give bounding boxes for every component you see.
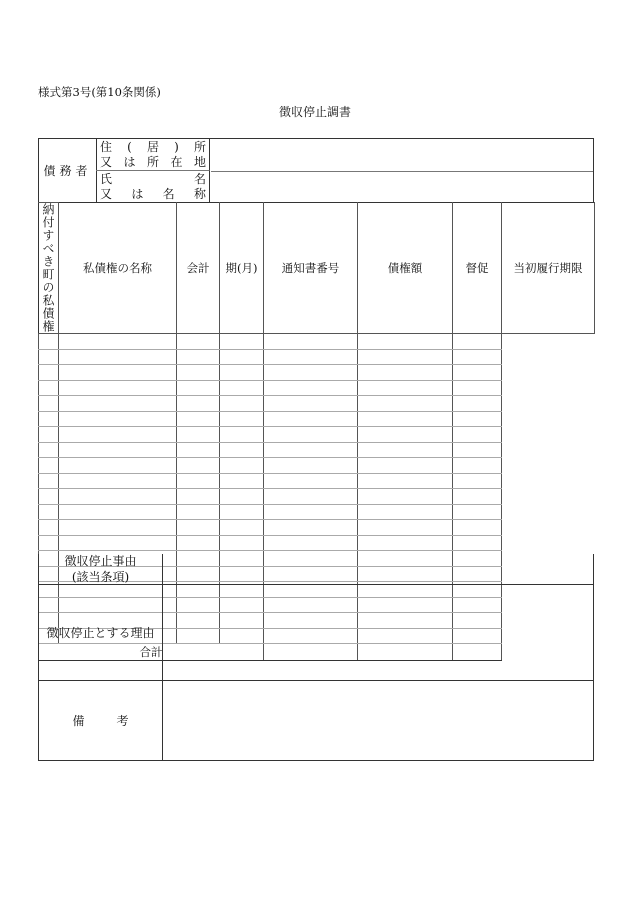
reason-basis-label-line2: (該当条項) — [71, 570, 130, 584]
period-cell[interactable] — [177, 504, 220, 520]
address-field[interactable] — [211, 139, 593, 172]
period-cell[interactable] — [177, 442, 220, 458]
reminder-cell[interactable] — [358, 442, 453, 458]
claim-name-cell[interactable] — [39, 458, 59, 474]
reminder-cell[interactable] — [358, 334, 453, 350]
name-label-char: 名 — [193, 172, 206, 186]
col-header-reminder: 督促 — [453, 203, 502, 334]
period-cell[interactable] — [177, 458, 220, 474]
original-due-date-cell[interactable] — [453, 349, 502, 365]
claims-row — [39, 380, 595, 396]
claims-row — [39, 365, 595, 381]
account-cell[interactable] — [59, 365, 177, 381]
reason-field[interactable] — [163, 585, 593, 680]
reminder-cell[interactable] — [358, 365, 453, 381]
claims-row — [39, 396, 595, 412]
notice-number-cell[interactable] — [220, 520, 264, 536]
claims-row — [39, 520, 595, 536]
remarks-field[interactable] — [163, 681, 593, 760]
account-cell[interactable] — [59, 396, 177, 412]
reminder-cell[interactable] — [358, 411, 453, 427]
address-label-char: は — [123, 155, 136, 169]
claim-amount-cell[interactable] — [264, 489, 358, 505]
claims-side-label-cell — [39, 203, 59, 334]
original-due-date-cell[interactable] — [453, 442, 502, 458]
address-label-char: 又 — [100, 155, 113, 169]
address-label-char: 所 — [193, 140, 206, 154]
original-due-date-cell[interactable] — [453, 380, 502, 396]
claims-row — [39, 411, 595, 427]
notice-number-cell[interactable] — [220, 458, 264, 474]
claims-row — [39, 427, 595, 443]
claim-amount-cell[interactable] — [264, 535, 358, 551]
form-number: 様式第3号(第10条関係) — [38, 85, 161, 99]
claims-row — [39, 334, 595, 350]
original-due-date-cell[interactable] — [453, 535, 502, 551]
claim-amount-cell[interactable] — [264, 427, 358, 443]
account-cell[interactable] — [59, 442, 177, 458]
period-cell[interactable] — [177, 473, 220, 489]
name-label-char: 又 — [100, 187, 113, 201]
col-header-original-due-date: 当初履行期限 — [502, 203, 595, 334]
claim-name-cell[interactable] — [39, 473, 59, 489]
claims-header-row — [39, 203, 595, 334]
claim-amount-cell[interactable] — [264, 334, 358, 350]
reminder-cell[interactable] — [358, 396, 453, 412]
claim-amount-cell[interactable] — [264, 411, 358, 427]
original-due-date-cell[interactable] — [453, 458, 502, 474]
name-field[interactable] — [211, 171, 593, 202]
address-label-char: ( — [127, 140, 132, 154]
account-cell[interactable] — [59, 427, 177, 443]
claim-name-cell[interactable] — [39, 380, 59, 396]
address-label-line1 — [96, 140, 209, 155]
claims-row — [39, 442, 595, 458]
col-header-claim-amount: 債権額 — [358, 203, 453, 334]
address-label-char: 住 — [100, 140, 113, 154]
period-cell[interactable] — [177, 520, 220, 536]
col-header-period: 期(月) — [220, 203, 264, 334]
total-label: 合計 — [39, 644, 264, 661]
notice-number-cell[interactable] — [220, 365, 264, 381]
col-header-notice-number: 通知書番号 — [264, 203, 358, 334]
period-cell[interactable] — [177, 411, 220, 427]
original-due-date-cell[interactable] — [453, 489, 502, 505]
claim-name-cell[interactable] — [39, 365, 59, 381]
claims-row — [39, 349, 595, 365]
col-header-account: 会計 — [177, 203, 220, 334]
notice-number-cell[interactable] — [220, 535, 264, 551]
claims-row — [39, 504, 595, 520]
original-due-date-cell[interactable] — [453, 365, 502, 381]
account-cell[interactable] — [59, 504, 177, 520]
reminder-cell[interactable] — [358, 504, 453, 520]
period-cell[interactable] — [177, 365, 220, 381]
account-cell[interactable] — [59, 380, 177, 396]
address-label-line2 — [96, 155, 209, 170]
account-cell[interactable] — [59, 349, 177, 365]
notice-number-cell[interactable] — [220, 427, 264, 443]
original-due-date-cell[interactable] — [453, 520, 502, 536]
address-label-char: 在 — [170, 155, 183, 169]
period-cell[interactable] — [177, 535, 220, 551]
reminder-cell[interactable] — [358, 349, 453, 365]
address-label-char: ) — [174, 140, 179, 154]
claims-row — [39, 473, 595, 489]
notice-number-cell[interactable] — [220, 396, 264, 412]
account-cell[interactable] — [59, 458, 177, 474]
claim-amount-cell[interactable] — [264, 473, 358, 489]
claim-name-cell[interactable] — [39, 349, 59, 365]
original-due-date-cell[interactable] — [453, 334, 502, 350]
account-cell[interactable] — [59, 473, 177, 489]
reason-basis-label — [39, 554, 163, 584]
period-cell[interactable] — [177, 396, 220, 412]
claim-amount-cell[interactable] — [264, 349, 358, 365]
claims-row — [39, 535, 595, 551]
original-due-date-cell[interactable] — [453, 427, 502, 443]
notice-number-cell[interactable] — [220, 504, 264, 520]
reason-basis-label-line1: 徴収停止事由 — [64, 554, 137, 568]
reminder-cell[interactable] — [358, 458, 453, 474]
claim-name-cell[interactable] — [39, 427, 59, 443]
notice-number-cell[interactable] — [220, 334, 264, 350]
account-cell[interactable] — [59, 535, 177, 551]
original-due-date-cell[interactable] — [453, 396, 502, 412]
reminder-cell[interactable] — [358, 473, 453, 489]
claim-name-cell[interactable] — [39, 535, 59, 551]
account-cell[interactable] — [59, 489, 177, 505]
claim-name-cell[interactable] — [39, 396, 59, 412]
name-label-line1 — [96, 172, 209, 187]
name-label-line2 — [96, 187, 209, 202]
account-cell[interactable] — [59, 411, 177, 427]
claims-row — [39, 458, 595, 474]
notice-number-cell[interactable] — [220, 349, 264, 365]
period-cell[interactable] — [177, 489, 220, 505]
period-cell[interactable] — [177, 380, 220, 396]
notice-number-cell[interactable] — [220, 489, 264, 505]
reminder-cell[interactable] — [358, 520, 453, 536]
claims-side-label: 納付すべき町の私債権 — [41, 203, 55, 333]
original-due-date-cell[interactable] — [453, 473, 502, 489]
period-cell[interactable] — [177, 334, 220, 350]
reminder-cell[interactable] — [358, 535, 453, 551]
reminder-cell[interactable] — [358, 489, 453, 505]
notice-number-cell[interactable] — [220, 380, 264, 396]
claim-name-cell[interactable] — [39, 442, 59, 458]
original-due-date-cell[interactable] — [453, 504, 502, 520]
reason-section — [38, 585, 594, 681]
document-title: 徴収停止調書 — [278, 105, 351, 119]
reason-label: 徴収停止とする理由 — [39, 585, 163, 680]
remarks-label: 備考 — [72, 713, 161, 728]
reminder-cell[interactable] — [358, 427, 453, 443]
claim-name-cell[interactable] — [39, 334, 59, 350]
claim-name-cell[interactable] — [39, 504, 59, 520]
address-label — [96, 139, 210, 171]
claim-amount-cell[interactable] — [264, 442, 358, 458]
claim-amount-cell[interactable] — [264, 365, 358, 381]
reason-basis-field[interactable] — [163, 554, 593, 584]
debtor-section — [38, 138, 594, 202]
address-label-char: 地 — [193, 155, 206, 169]
name-label-char: 称 — [193, 187, 206, 201]
claim-amount-cell[interactable] — [264, 504, 358, 520]
notice-number-cell[interactable] — [220, 442, 264, 458]
claim-name-cell[interactable] — [39, 520, 59, 536]
reminder-cell[interactable] — [358, 380, 453, 396]
debtor-label: 債務者 — [39, 139, 97, 202]
col-header-claim-name: 私債権の名称 — [59, 203, 177, 334]
original-due-date-cell[interactable] — [453, 411, 502, 427]
address-label-char: 居 — [146, 140, 159, 154]
claim-amount-cell[interactable] — [264, 380, 358, 396]
account-cell[interactable] — [59, 334, 177, 350]
claim-amount-cell[interactable] — [264, 520, 358, 536]
period-cell[interactable] — [177, 349, 220, 365]
account-cell[interactable] — [59, 520, 177, 536]
remarks-label-cell — [39, 681, 163, 760]
claims-row — [39, 489, 595, 505]
period-cell[interactable] — [177, 427, 220, 443]
claim-name-cell[interactable] — [39, 411, 59, 427]
name-label-char: 氏 — [100, 172, 113, 186]
address-label-char: 所 — [146, 155, 159, 169]
name-label-char: は — [131, 187, 144, 201]
reason-basis-section — [38, 554, 594, 585]
claim-name-cell[interactable] — [39, 489, 59, 505]
claim-amount-cell[interactable] — [264, 458, 358, 474]
notice-number-cell[interactable] — [220, 473, 264, 489]
name-label — [96, 171, 210, 202]
claim-amount-cell[interactable] — [264, 396, 358, 412]
notice-number-cell[interactable] — [220, 411, 264, 427]
name-label-char: 名 — [162, 187, 175, 201]
remarks-section — [38, 681, 594, 761]
